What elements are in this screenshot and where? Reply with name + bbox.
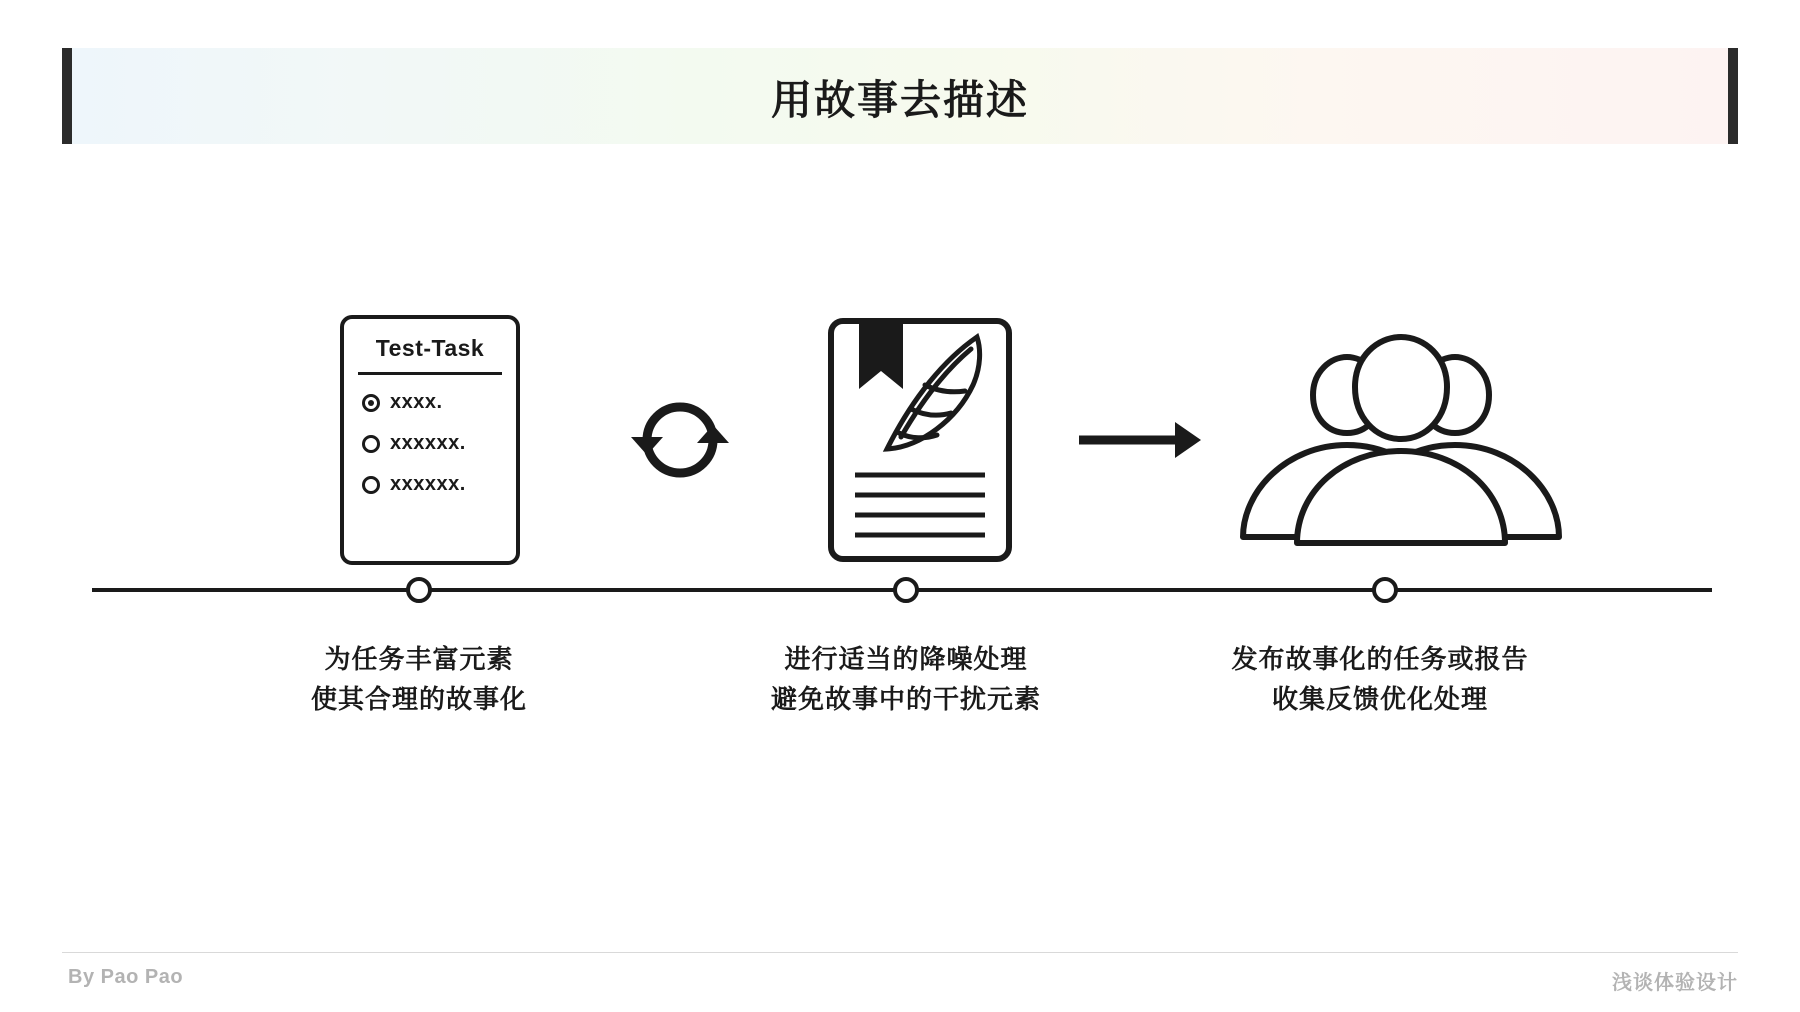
header-gradient-band	[72, 48, 1728, 144]
footer-author: By Pao Pao	[68, 966, 184, 988]
step-1-caption	[229, 640, 609, 719]
arrow-right-icon	[1075, 410, 1205, 470]
diagram-icon-row	[0, 310, 1800, 570]
list-item-label: xxxxxx.	[390, 473, 466, 495]
radio-empty-icon	[362, 435, 380, 453]
step-2-caption-line-1: 进行适当的降噪处理	[784, 644, 1028, 674]
connector-1-slot	[580, 310, 780, 570]
step-2-icon-slot	[790, 310, 1050, 570]
step-3-caption-line-2: 收集反馈优化处理	[1271, 683, 1488, 714]
step-2-caption-line-2: 避免故事中的干扰元素	[770, 683, 1041, 714]
connector-2-slot	[1040, 310, 1240, 570]
list-item	[362, 432, 498, 455]
radio-empty-icon	[362, 476, 380, 494]
step-1-icon-slot	[300, 310, 560, 570]
step-1-caption-line-1: 为任务丰富元素	[324, 644, 514, 674]
refresh-arrow-head-top	[697, 425, 729, 443]
radio-selected-icon	[362, 394, 380, 412]
step-1-caption-line-2: 使其合理的故事化	[310, 683, 527, 714]
page-title: 用故事去描述	[771, 76, 1029, 123]
step-3-icon-slot	[1220, 310, 1580, 570]
list-item	[362, 391, 498, 414]
footer-series-title: 浅谈体验设计	[1612, 972, 1738, 994]
timeline-captions	[0, 640, 1800, 780]
list-item-label: xxxxxx.	[390, 432, 466, 454]
page-header	[62, 48, 1738, 144]
timeline-node-3	[1372, 577, 1398, 603]
timeline-node-1	[406, 577, 432, 603]
test-task-card-divider	[358, 372, 502, 375]
timeline	[0, 560, 1800, 620]
footer-divider	[62, 952, 1738, 953]
refresh-cycle-icon	[625, 385, 735, 495]
people-group-icon	[1235, 325, 1565, 555]
test-task-card-title: Test-Task	[375, 335, 485, 361]
quill-document-icon	[825, 315, 1015, 565]
step-3-caption-line-1: 发布故事化的任务或报告	[1231, 644, 1529, 674]
refresh-arrow-head-bottom	[631, 437, 663, 455]
header-left-bar	[62, 48, 72, 144]
story-process-diagram	[0, 150, 1800, 870]
test-task-card-icon	[340, 315, 520, 565]
header-right-bar	[1728, 48, 1738, 144]
list-item	[362, 473, 498, 496]
step-2-caption	[716, 640, 1096, 719]
step-3-caption	[1190, 640, 1570, 719]
timeline-node-2	[893, 577, 919, 603]
list-item-label: xxxx.	[390, 391, 443, 413]
